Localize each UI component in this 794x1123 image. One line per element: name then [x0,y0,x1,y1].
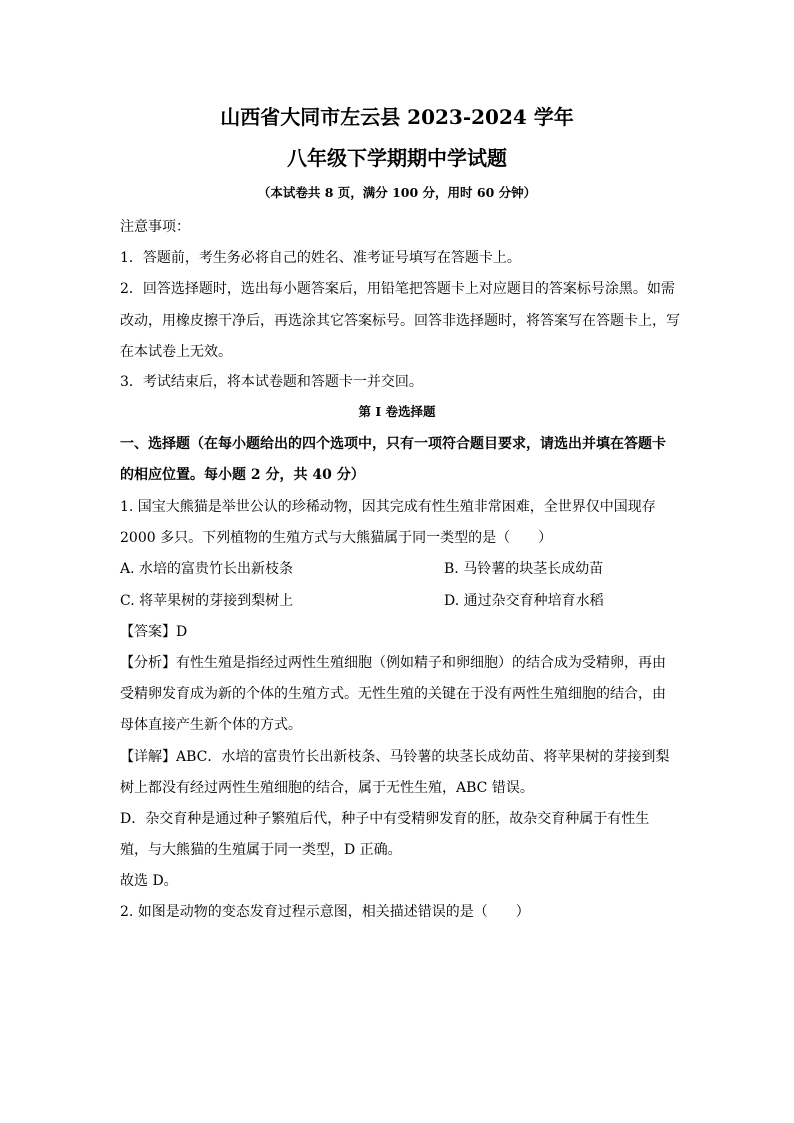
q1-option-d: D. 通过杂交育种培育水稻 [444,593,604,609]
exam-title-line2: 八年级下学期期中学试题 [287,146,507,170]
q1-option-b: B. 马铃薯的块茎长成幼苗 [444,561,604,577]
notice-item-2-line1: 2．回答选择题时，选出每小题答案后，用铅笔把答题卡上对应题目的答案标号涂黑。如需 [120,281,675,297]
notice-item-3: 3．考试结束后，将本试卷题和答题卡一并交回。 [120,374,423,390]
q1-analysis-line3: 母体直接产生新个体的方式。 [120,717,302,733]
q1-option-c: C. 将苹果树的芽接到梨树上 [120,593,294,609]
q1-analysis-line1: 【分析】有性生殖是指经过两性生殖细胞（例如精子和卵细胞）的结合成为受精卵，再由 [120,655,666,671]
notice-item-2-line2: 改动，用橡皮擦干净后，再选涂其它答案标号。回答非选择题时，将答案写在答题卡上，写 [120,313,680,329]
q1-detail-line3: D．杂交育种是通过种子繁殖后代，种子中有受精卵发育的胚，故杂交育种属于有性生 [120,811,650,827]
q1-conclusion: 故选 D。 [120,873,178,889]
q1-option-a: A. 水培的富贵竹长出新枝条 [120,561,294,577]
notice-heading: 注意事项： [120,219,190,235]
q1-detail-line2: 树上都没有经过两性生殖细胞的结合，属于无性生殖，ABC 错误。 [120,780,534,796]
q1-stem-line2: 2000 多只。下列植物的生殖方式与大熊猫属于同一类型的是（ ） [120,530,553,546]
exam-info: （本试卷共 8 页，满分 100 分，用时 60 分钟） [257,185,537,200]
notice-item-1: 1．答题前，考生务必将自己的姓名、准考证号填写在答题卡上。 [120,250,521,266]
section-heading: 第 I 卷选择题 [358,404,436,419]
part-instructions-line2: 的相应位置。每小题 2 分，共 40 分） [120,467,365,483]
q1-answer: 【答案】D [120,624,188,640]
exam-title-line1: 山西省大同市左云县 2023-2024 学年 [220,105,574,129]
notice-item-2-line3: 在本试卷上无效。 [120,344,232,360]
q1-stem-line1: 1. 国宝大熊猫是举世公认的珍稀动物，因其完成有性生殖非常困难，全世界仅中国现存 [120,499,656,515]
q2-stem: 2. 如图是动物的变态发育过程示意图，相关描述错误的是（ ） [120,904,530,920]
part-instructions-line1: 一、选择题（在每小题给出的四个选项中，只有一项符合题目要求，请选出并填在答题卡 [120,436,666,452]
q1-analysis-line2: 受精卵发育成为新的个体的生殖方式。无性生殖的关键在于没有两性生殖细胞的结合，由 [120,686,666,702]
q1-detail-line4: 殖，与大熊猫的生殖属于同一类型，D 正确。 [120,842,402,858]
q1-detail-line1: 【详解】ABC．水培的富贵竹长出新枝条、马铃薯的块茎长成幼苗、将苹果树的芽接到梨 [120,749,670,765]
